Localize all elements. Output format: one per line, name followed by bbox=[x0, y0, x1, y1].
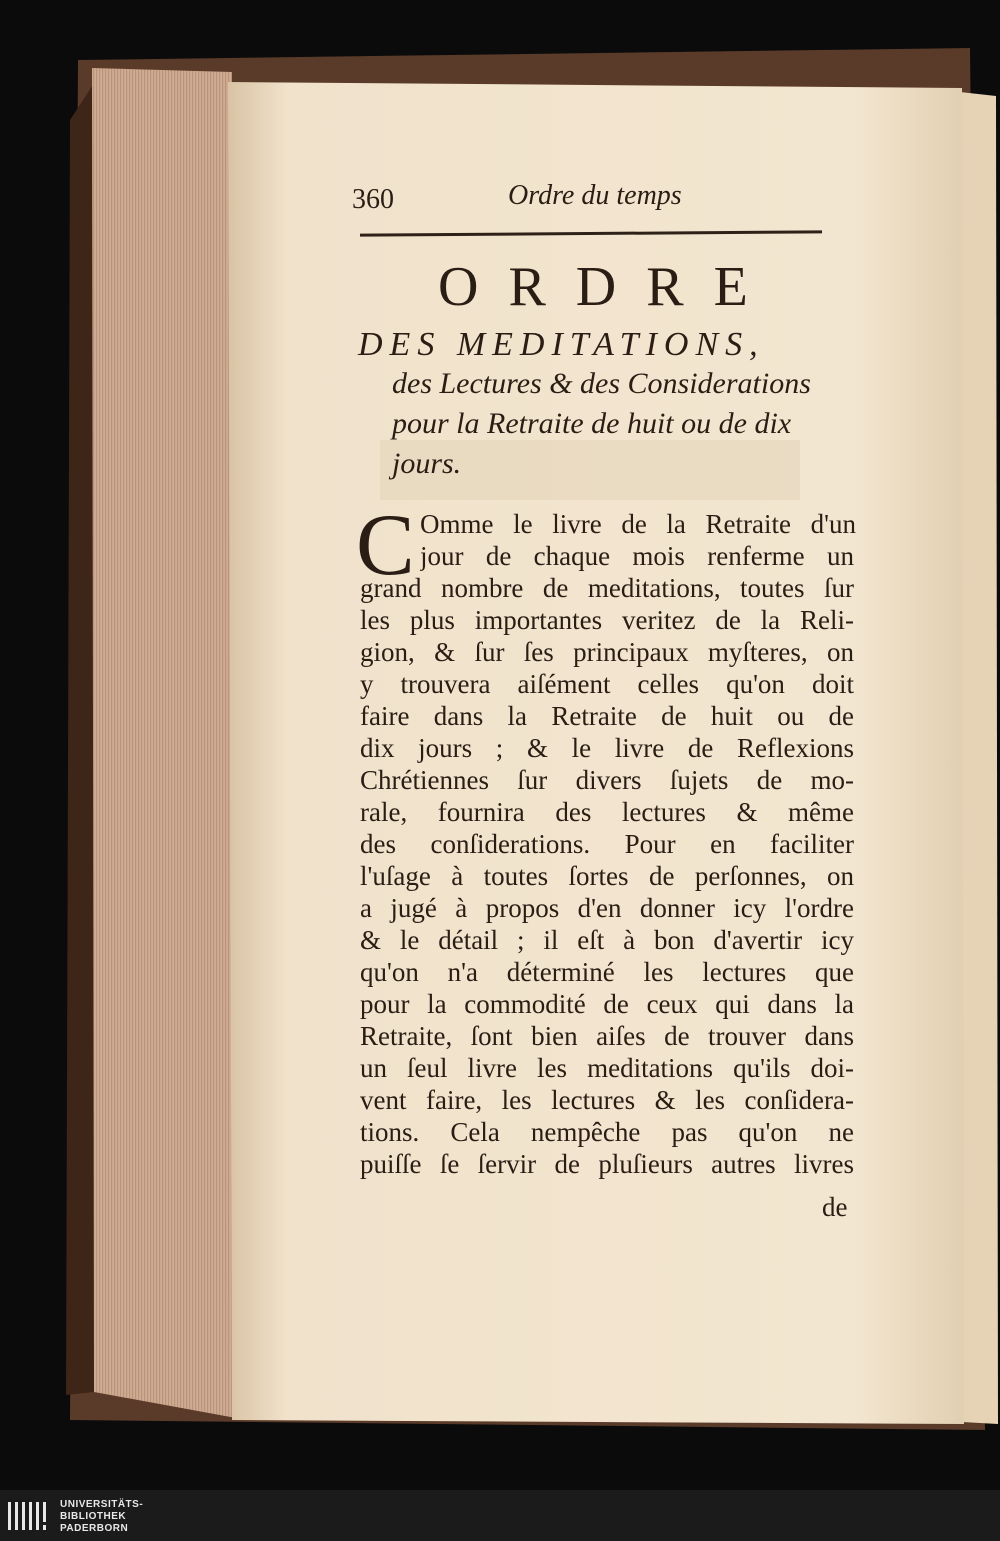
body-line: qu'on n'a déterminé les lectures que bbox=[360, 957, 854, 987]
body-line: pour la commodité de ceux qui dans la bbox=[360, 989, 854, 1019]
chapter-title: ORDRE bbox=[438, 256, 778, 318]
library-name-line: PADERBORN bbox=[60, 1523, 129, 1534]
body-line: faire dans la Retraite de huit ou de bbox=[360, 701, 854, 731]
subtitle-line: jours. bbox=[392, 447, 462, 480]
body-line: l'uſage à toutes ſortes de perſonnes, on bbox=[360, 861, 854, 891]
body-line: a jugé à propos d'en donner icy l'ordre bbox=[360, 893, 854, 923]
body-line: y trouvera aiſément celles qu'on doit bbox=[360, 669, 854, 699]
body-line: vent faire, les lectures & les conſidera- bbox=[360, 1085, 854, 1115]
library-name-line: BIBLIOTHEK bbox=[60, 1511, 127, 1522]
body-line: grand nombre de meditations, toutes ſur bbox=[360, 573, 854, 603]
body-line: les plus importantes veritez de la Reli- bbox=[360, 605, 854, 635]
running-head: Ordre du temps bbox=[508, 180, 682, 211]
catchword: de bbox=[822, 1192, 848, 1222]
page-number: 360 bbox=[352, 184, 394, 215]
body-line: Chrétiennes ſur divers ſujets de mo- bbox=[360, 765, 854, 795]
body-line: dix jours ; & le livre de Reflexions bbox=[360, 733, 854, 763]
subtitle-line: pour la Retraite de huit ou de dix bbox=[392, 407, 792, 440]
library-footer bbox=[0, 1490, 1000, 1541]
body-line: jour de chaque mois renferme un bbox=[420, 541, 854, 571]
header-rule bbox=[360, 230, 822, 236]
body-line: un ſeul livre les meditations qu'ils doi- bbox=[360, 1053, 854, 1083]
body-line: gion, & ſur ſes principaux myſteres, on bbox=[360, 637, 854, 667]
body-line: rale, fournira des lectures & même bbox=[360, 797, 854, 827]
body-line: & le détail ; il eſt à bon d'avertir icy bbox=[360, 925, 854, 955]
library-name-line: UNIVERSITÄTS- bbox=[60, 1499, 144, 1510]
subtitle-line: des Lectures & des Considerations bbox=[392, 367, 811, 400]
drop-cap: C bbox=[356, 497, 415, 594]
body-line: Retraite, ſont bien aiſes de trouver dans bbox=[360, 1021, 854, 1051]
body-line: Omme le livre de la Retraite d'un bbox=[420, 509, 856, 539]
body-line: puiſſe ſe ſervir de pluſieurs autres livres bbox=[360, 1149, 854, 1179]
library-logo-icon bbox=[6, 1498, 50, 1534]
subtitle-line: DES MEDITATIONS, bbox=[358, 326, 765, 363]
body-line: tions. Cela nempêche pas qu'on ne bbox=[360, 1117, 854, 1147]
body-line: des conſiderations. Pour en faciliter bbox=[360, 829, 854, 859]
